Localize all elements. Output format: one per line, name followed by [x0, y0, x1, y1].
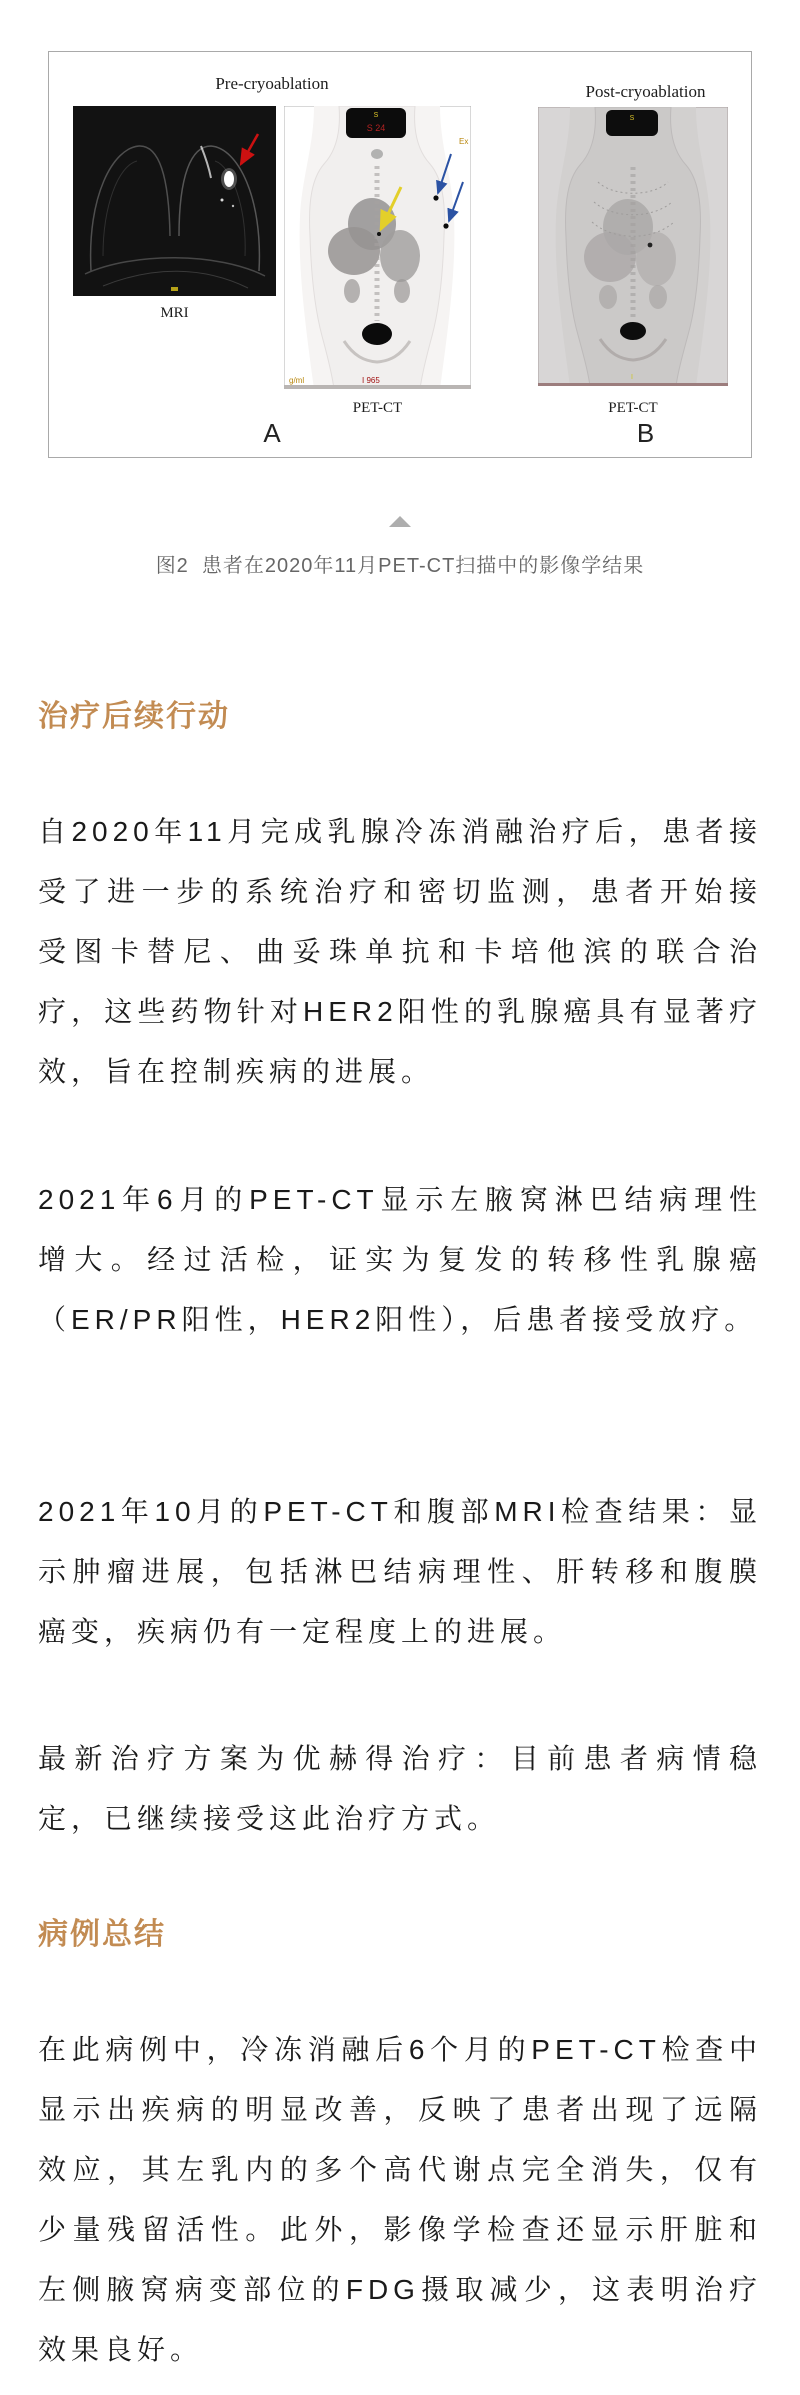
collapse-arrow-icon[interactable]: [389, 516, 411, 527]
section-heading-treatment-followup: 治疗后续行动: [38, 699, 230, 733]
petct-post-image: [538, 107, 728, 386]
paragraph: 2021年6月的PET-CT显示左腋窝淋巴结病理性增大。经过活检，证实为复发的转移性乳腺癌（ER/PR阳性，HER2阳性），后患者接受放疗。: [38, 1184, 762, 1335]
petct-pre-image: [284, 106, 471, 389]
panel-letter-b: B: [636, 418, 655, 448]
scan-head-marker-a: S: [373, 112, 379, 119]
scan-bottom-marker-b: I: [631, 374, 633, 381]
figure-caption: 图2 患者在2020年11月PET-CT扫描中的影像学结果: [155, 555, 645, 577]
scan-unit-marker: g/ml: [289, 376, 305, 385]
petct-post-caption-label: PET-CT: [608, 400, 658, 416]
scan-ex-marker: Ex: [459, 137, 469, 146]
pre-cryoablation-label: Pre-cryoablation: [215, 74, 329, 93]
mri-caption-label: MRI: [160, 305, 189, 321]
petct-pre-caption-label: PET-CT: [352, 400, 403, 416]
mri-image: [73, 106, 276, 296]
section-heading-case-summary: 病例总结: [38, 1917, 166, 1951]
scan-head-value-a: S 24: [366, 123, 386, 133]
paragraph: 在此病例中，冷冻消融后6个月的PET-CT检查中显示出疾病的明显改善，反映了患者出现了远隔效应，其左乳内的多个高代谢点完全消失，仅有少量残留活性。此外，影像学检查还显示肝脏和左侧腋窝病变部位的FDG摄取减少，这表明治疗效果良好。: [38, 2034, 762, 2365]
figure-2: [48, 51, 752, 458]
scan-head-marker-b: S: [629, 115, 635, 122]
panel-letter-a: A: [263, 418, 281, 448]
paragraph: 自2020年11月完成乳腺冷冻消融治疗后，患者接受了进一步的系统治疗和密切监测，患者开始接受图卡替尼、曲妥珠单抗和卡培他滨的联合治疗，这些药物针对HER2阳性的乳腺癌具有显著疗效，旨在控制疾病的进展。: [38, 816, 762, 1087]
paragraph: 2021年10月的PET-CT和腹部MRI检查结果：显示肿瘤进展，包括淋巴结病理性、肝转移和腹膜癌变，疾病仍有一定程度上的进展。: [38, 1496, 762, 1647]
paragraph: 最新治疗方案为优赫得治疗：目前患者病情稳定，已继续接受这此治疗方式。: [38, 1743, 762, 1834]
post-cryoablation-label: Post-cryoablation: [585, 82, 706, 101]
scan-bottom-value-a: I 965: [362, 376, 380, 385]
